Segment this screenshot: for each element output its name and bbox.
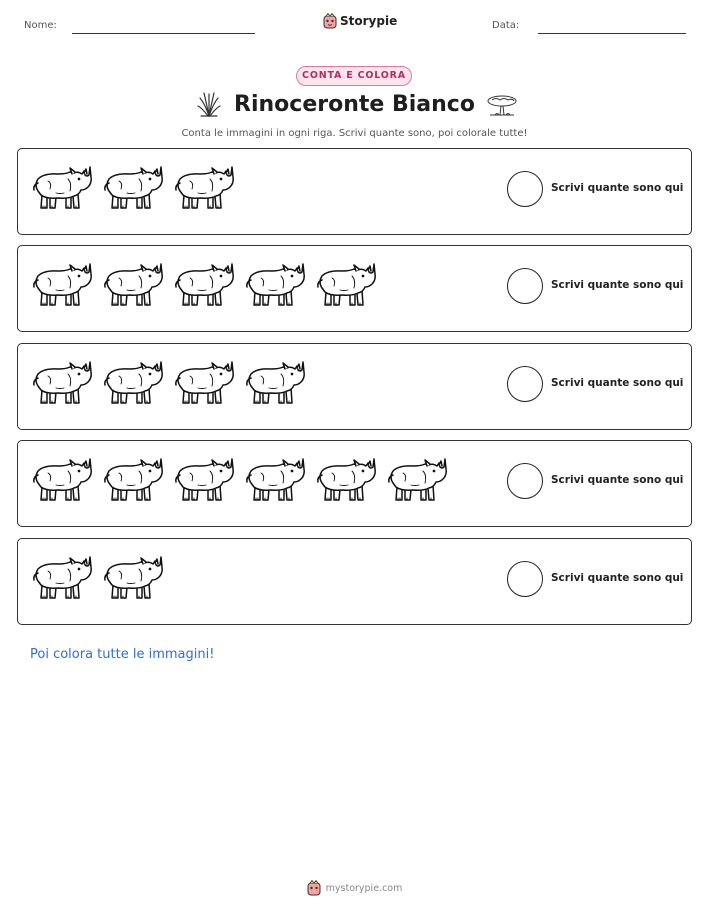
instructions: Conta le immagini in ogni riga. Scrivi quante sono, poi colorale tutte! (181, 128, 528, 139)
rhino-group (30, 358, 314, 408)
answer-label: Scrivi quante sono qui (551, 572, 684, 584)
answer-circle[interactable] (507, 463, 543, 499)
rhino-icon (314, 260, 376, 310)
answer-label: Scrivi quante sono qui (551, 182, 684, 194)
rhino-icon (172, 163, 234, 213)
name-label: Nome: (24, 20, 57, 31)
rhino-icon (243, 455, 305, 505)
rhino-icon (385, 455, 447, 505)
rhino-group (30, 455, 456, 505)
name-field[interactable] (72, 33, 255, 34)
counting-row (17, 440, 692, 527)
counting-row (17, 148, 692, 235)
answer-circle[interactable] (507, 561, 543, 597)
rhino-icon (172, 358, 234, 408)
savanna-tree-icon (486, 93, 518, 117)
page-title: Rinoceronte Bianco (234, 92, 475, 117)
storypie-logo-icon (323, 13, 337, 29)
answer-label: Scrivi quante sono qui (551, 377, 684, 389)
rhino-icon (30, 260, 92, 310)
rhino-group (30, 163, 243, 213)
rhino-icon (30, 455, 92, 505)
rhino-icon (30, 358, 92, 408)
counting-row (17, 538, 692, 625)
activity-badge: CONTA E COLORA (296, 66, 412, 86)
brand-name: Storypie (340, 14, 398, 28)
rhino-icon (30, 553, 92, 603)
rhino-icon (243, 260, 305, 310)
rhino-icon (101, 455, 163, 505)
rhino-icon (172, 260, 234, 310)
date-field[interactable] (538, 33, 686, 34)
counting-row (17, 343, 692, 430)
page-header (0, 0, 709, 50)
answer-circle[interactable] (507, 171, 543, 207)
rhino-group (30, 553, 172, 603)
answer-label: Scrivi quante sono qui (551, 279, 684, 291)
rhino-icon (172, 455, 234, 505)
rhino-icon (314, 455, 376, 505)
counting-row (17, 245, 692, 332)
answer-circle[interactable] (507, 268, 543, 304)
rhino-icon (243, 358, 305, 408)
rhino-icon (30, 163, 92, 213)
rhino-group (30, 260, 385, 310)
rhino-icon (101, 553, 163, 603)
storypie-logo-icon (307, 880, 321, 896)
date-label: Data: (492, 20, 520, 31)
answer-circle[interactable] (507, 366, 543, 402)
rhino-icon (101, 358, 163, 408)
answer-label: Scrivi quante sono qui (551, 474, 684, 486)
color-instruction: Poi colora tutte le immagini! (30, 647, 215, 662)
rhino-icon (101, 260, 163, 310)
brand-logo (323, 13, 397, 29)
page-footer (0, 880, 709, 896)
footer-site: mystorypie.com (325, 882, 403, 894)
rhino-icon (101, 163, 163, 213)
